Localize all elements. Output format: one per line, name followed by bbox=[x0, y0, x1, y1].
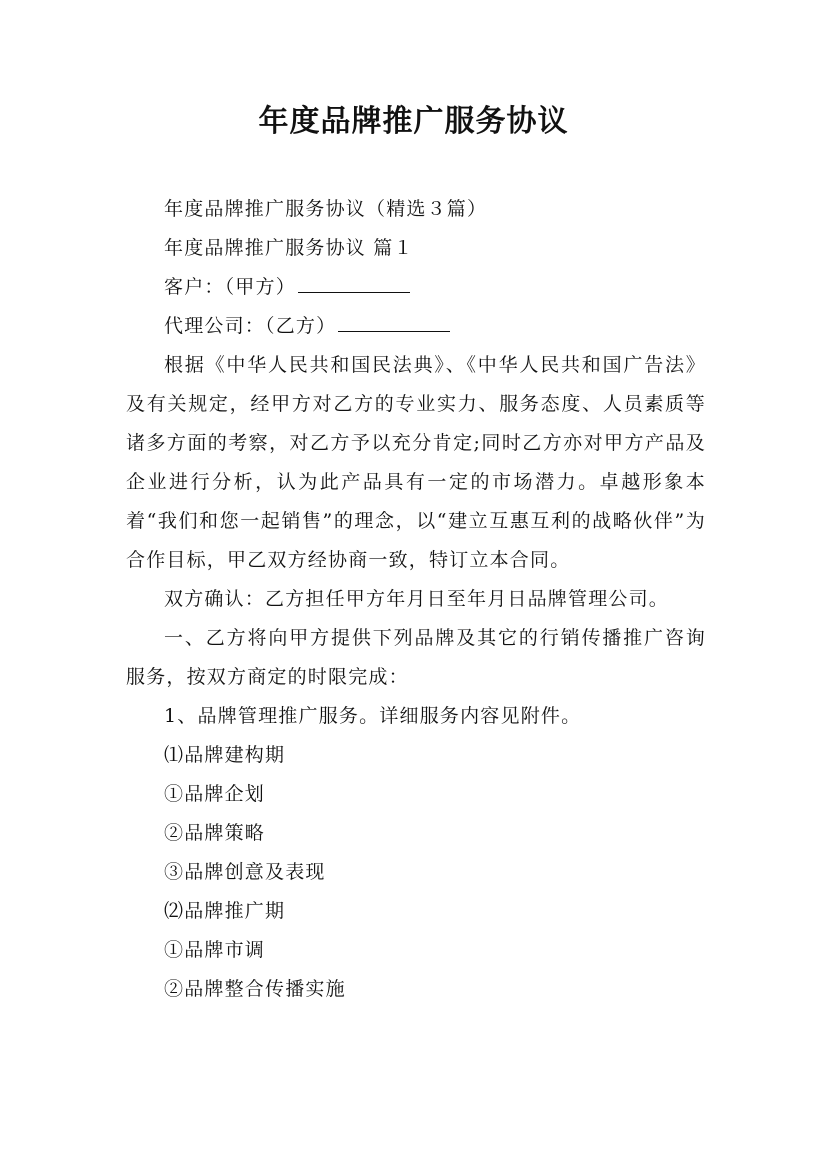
paragraph-phase-2-a: ①品牌市调 bbox=[164, 939, 266, 961]
paragraph-phase-2-b: ②品牌整合传播实施 bbox=[164, 978, 346, 1000]
document-title: 年度品牌推广服务协议 bbox=[258, 104, 569, 139]
paragraph-client bbox=[126, 268, 706, 307]
agency-blank-line bbox=[338, 313, 450, 332]
paragraph-subtitle: 年度品牌推广服务协议（精选３篇） bbox=[164, 198, 488, 220]
paragraph-phase-1-b: ②品牌策略 bbox=[164, 822, 266, 844]
paragraph-phase-1-c: ③品牌创意及表现 bbox=[164, 861, 326, 883]
paragraph-preamble: 根据《中华人民共和国民法典》、《中华人民共和国广告法》及有关规定，经甲方对乙方的专业实力、服务态度、人员素质等诸多方面的考察，对乙方予以充分肯定;同时乙方亦对甲方产品及企业进行分析，认为此产品具有一定的市场潜力。卓越形象本着“我们和您一起销售”的理念，以“建立互惠互利的战略伙伴”为合作目标，甲乙双方经协商一致，特订立本合同。 bbox=[126, 354, 706, 571]
paragraph-agency bbox=[126, 307, 706, 346]
agency-label: 代理公司：（乙方） bbox=[164, 315, 337, 337]
paragraph-phase-2: ⑵品牌推广期 bbox=[164, 900, 286, 922]
paragraph-section-heading: 年度品牌推广服务协议 篇１ bbox=[164, 237, 414, 259]
paragraph-phase-1: ⑴品牌建构期 bbox=[164, 744, 286, 766]
document-body bbox=[126, 190, 706, 1009]
paragraph-confirmation: 双方确认：乙方担任甲方年月日至年月日品牌管理公司。 bbox=[164, 588, 670, 610]
paragraph-item-1: 1、品牌管理推广服务。详细服务内容见附件。 bbox=[164, 705, 582, 727]
paragraph-phase-1-a: ①品牌企划 bbox=[164, 783, 266, 805]
client-label: 客户：（甲方） bbox=[164, 276, 296, 298]
client-blank-line bbox=[298, 274, 410, 293]
paragraph-clause-one: 一、乙方将向甲方提供下列品牌及其它的行销传播推广咨询服务，按双方商定的时限完成： bbox=[126, 627, 706, 688]
